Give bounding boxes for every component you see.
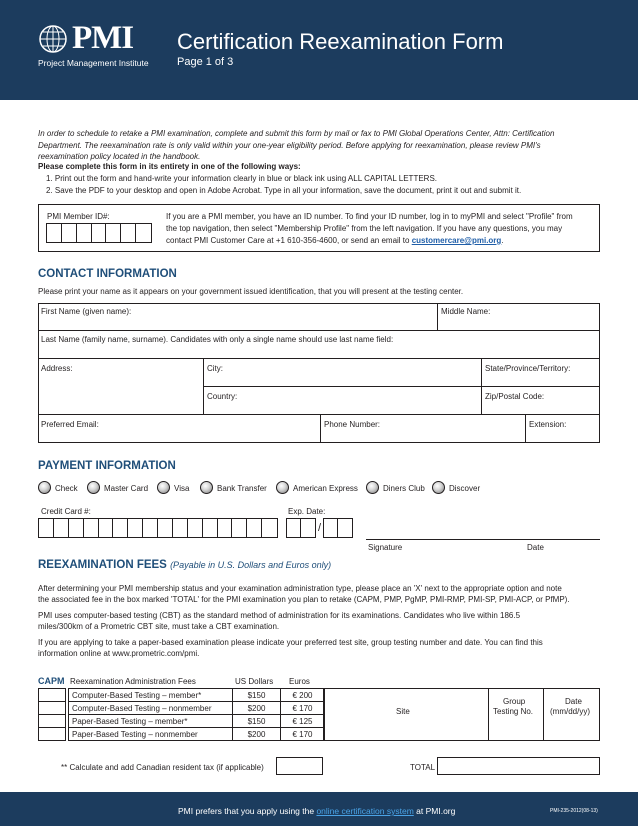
address-label: Address:	[41, 364, 73, 373]
fee-eur: € 170	[281, 702, 325, 715]
date-label: Date	[565, 697, 582, 706]
state-label: State/Province/Territory:	[485, 364, 571, 373]
fees-section-title: REEXAMINATION FEES (Payable in U.S. Dollars and Euros only)	[38, 559, 332, 571]
fees-paragraph-line: If you are applying to take a paper-based examination please indicate your preferred test site, group testing number and date. You can find this	[38, 638, 543, 647]
logo-subtitle: Project Management Institute	[38, 58, 149, 68]
fee-eur: € 170	[281, 728, 325, 741]
fee-usd: $150	[233, 689, 281, 702]
payment-section-title: PAYMENT INFORMATION	[38, 460, 176, 472]
contact-section-title: CONTACT INFORMATION	[38, 268, 177, 280]
testing-no-label: Testing No.	[493, 707, 534, 716]
first-name-label: First Name (given name):	[41, 307, 132, 316]
tax-field[interactable]	[276, 757, 323, 775]
signature-label: Signature	[368, 543, 403, 552]
middle-name-label: Middle Name:	[441, 307, 491, 316]
member-info-line: the top navigation, then select "Membership Profile" from the left navigation. If you have any questions, you may	[166, 224, 563, 233]
table-row	[69, 702, 325, 715]
ways-title: Please complete this form in its entirety in one of the following ways:	[38, 162, 301, 171]
fee-row-label: Paper-Based Testing – nonmember	[69, 728, 233, 741]
radio-discover[interactable]	[432, 481, 445, 494]
globe-icon	[38, 24, 70, 54]
date-format-label: (mm/dd/yy)	[550, 707, 590, 716]
exp-year-input[interactable]	[323, 518, 353, 538]
site-label: Site	[396, 707, 410, 716]
fee-usd: $200	[233, 702, 281, 715]
fees-section-subtitle: (Payable in U.S. Dollars and Euros only)	[170, 560, 332, 570]
city-field[interactable]	[203, 359, 482, 387]
card-number-label: Credit Card #:	[41, 507, 91, 516]
eur-header: Euros	[289, 677, 310, 686]
fee-eur: € 125	[281, 715, 325, 728]
fee-row-label: Computer-Based Testing – nonmember	[69, 702, 233, 715]
extension-label: Extension:	[529, 420, 567, 429]
capm-label: CAPM	[38, 676, 65, 686]
intro-line: In order to schedule to retake a PMI examination, complete and submit this form by mail or fax to PMI Global Operations Center, Attn: Certification	[38, 129, 555, 138]
member-id-label: PMI Member ID#:	[47, 212, 110, 221]
fee-eur: € 200	[281, 689, 325, 702]
city-label: City:	[207, 364, 223, 373]
zip-label: Zip/Postal Code:	[485, 392, 545, 401]
member-info-line: contact PMI Customer Care at +1 610-356-4600, or send an email to customercare@pmi.org.	[166, 236, 504, 245]
method-label-american-express: American Express	[293, 484, 358, 493]
total-label: TOTAL	[410, 763, 436, 772]
usd-header: US Dollars	[235, 677, 274, 686]
radio-american-express[interactable]	[276, 481, 289, 494]
intro-line: Department. The reexamination rate is only valid within your one-year eligibility period. Before applying for reexamination, please review PMI's	[38, 140, 541, 150]
fee-row-label: Paper-Based Testing – member*	[69, 715, 233, 728]
fee-usd: $200	[233, 728, 281, 741]
intro-line: reexamination policy located in the handbook.	[38, 152, 201, 161]
card-number-input[interactable]	[38, 518, 278, 538]
fee-row-label: Computer-Based Testing – member*	[69, 689, 233, 702]
signature-line[interactable]	[366, 539, 600, 540]
exp-slash: /	[318, 522, 322, 534]
country-field[interactable]	[203, 386, 482, 415]
intro-paragraph	[38, 128, 598, 163]
exp-date-label: Exp. Date:	[288, 507, 326, 516]
fees-table	[68, 688, 325, 741]
member-id-input[interactable]	[46, 223, 152, 243]
total-field[interactable]	[437, 757, 600, 775]
fees-paragraph-line: After determining your PMI membership status and your examination administration type, please place an 'X' next to the appropriate option and note	[38, 584, 562, 593]
method-label-bank-transfer: Bank Transfer	[217, 484, 267, 493]
tax-note: ** Calculate and add Canadian resident tax (if applicable)	[61, 763, 264, 772]
page-title: Certification Reexamination Form	[177, 29, 504, 54]
form-code: PMI-235-2012(08-13)	[550, 808, 598, 814]
online-certification-link[interactable]: online certification system	[316, 806, 414, 816]
radio-master-card[interactable]	[87, 481, 100, 494]
logo-text: PMI	[72, 20, 134, 56]
fees-paragraph-line: PMI uses computer-based testing (CBT) as the standard method of administration for its examinations. Candidates who live within 186.5	[38, 611, 521, 620]
fee-usd: $150	[233, 715, 281, 728]
phone-label: Phone Number:	[324, 420, 381, 429]
country-label: Country:	[207, 392, 238, 401]
customer-care-email-link[interactable]: customercare@pmi.org	[411, 236, 502, 245]
email-label: Preferred Email:	[41, 420, 99, 429]
member-info-line: If you are a PMI member, you have an ID number. To find your ID number, log in to myPMI and select "Profile" from	[166, 212, 573, 221]
select-box-1[interactable]	[38, 688, 66, 702]
select-box-4[interactable]	[38, 727, 66, 741]
footer-text: PMI prefers that you apply using the online certification system at PMI.org	[178, 806, 456, 816]
fees-paragraph-line: the associated fee in the box marked 'TOTAL' for the PMI examination you plan to retake (CAPM, PMP, PgMP, PMI-RMP, PMI-SP, PMI-ACP, or PfMP).	[38, 595, 570, 604]
fees-paragraph-line: information online at www.prometric.com/pmi.	[38, 649, 200, 658]
method-label-discover: Discover	[449, 484, 481, 493]
signature-date-label: Date	[527, 543, 544, 552]
group-label: Group	[503, 697, 526, 706]
radio-check[interactable]	[38, 481, 51, 494]
method-label-check: Check	[55, 484, 78, 493]
table-row	[69, 728, 325, 741]
select-box-3[interactable]	[38, 714, 66, 728]
radio-visa[interactable]	[157, 481, 170, 494]
page-number: Page 1 of 3	[177, 56, 234, 68]
radio-diners-club[interactable]	[366, 481, 379, 494]
last-name-label: Last Name (family name, surname). Candidates with only a single name should use last name field:	[41, 335, 394, 344]
fees-paragraph-line: miles/300km of a Prometric CBT site, must take a CBT examination.	[38, 622, 280, 631]
pmi-logo	[38, 20, 149, 70]
table-row	[69, 715, 325, 728]
exp-month-input[interactable]	[286, 518, 316, 538]
radio-bank-transfer[interactable]	[200, 481, 213, 494]
admin-fees-header: Reexamination Administration Fees	[70, 677, 196, 686]
select-box-2[interactable]	[38, 701, 66, 715]
table-row	[69, 689, 325, 702]
way-1: 1. Print out the form and hand-write your information clearly in blue or black ink using ALL CAPITAL LETTERS.	[46, 174, 437, 183]
way-2: 2. Save the PDF to your desktop and open in Adobe Acrobat. Type in all your information, save the document, print it out and submit it.	[46, 186, 522, 195]
method-label-visa: Visa	[174, 484, 190, 493]
method-label-master-card: Master Card	[104, 484, 149, 493]
method-label-diners-club: Diners Club	[383, 484, 425, 493]
contact-note: Please print your name as it appears on your government issued identification, that you will present at the testing center.	[38, 287, 464, 296]
